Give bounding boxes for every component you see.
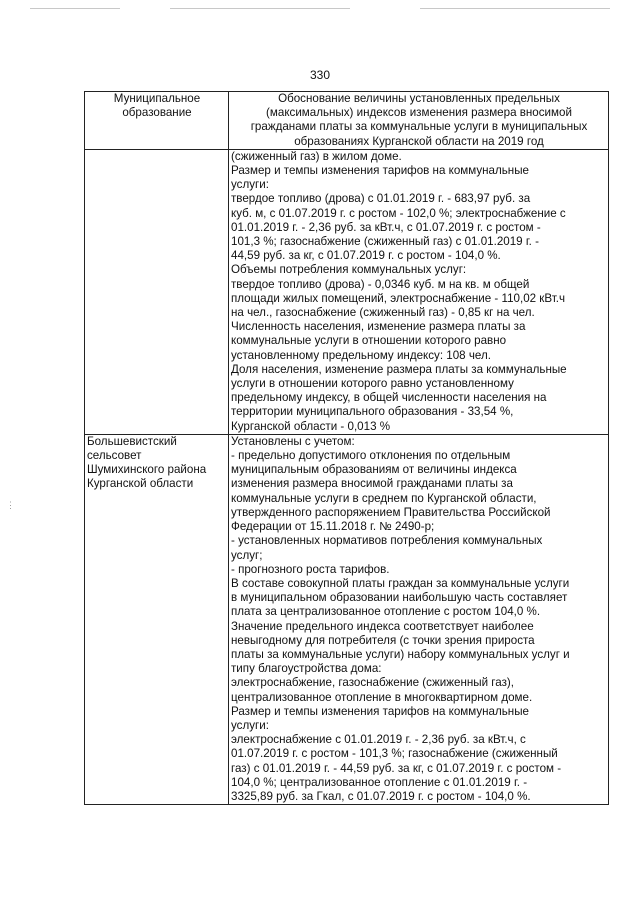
- text-line: платы за коммунальные услуги) набору коммунальных услуг и: [231, 647, 570, 661]
- text-line: коммунальные услуги в среднем по Курганской области,: [231, 491, 537, 505]
- text-line: куб. м, с 01.07.2019 г. с ростом - 102,0 %; электроснабжение с: [231, 206, 566, 220]
- text-line: Установлены с учетом:: [231, 434, 355, 448]
- text-line: газ) с 01.01.2019 г. - 44,59 руб. за кг, с 01.07.2019 г. с ростом -: [231, 761, 562, 775]
- scan-artifact: [30, 8, 120, 9]
- text-line: электроснабжение с 01.01.2019 г. - 2,36 руб. за кВт.ч, с: [231, 733, 526, 747]
- tariff-justification-table: [84, 91, 609, 805]
- text-line: Численность населения, изменение размера платы за: [231, 320, 526, 334]
- justification-text: [231, 150, 607, 434]
- scan-mark: ⋮: [6, 500, 15, 510]
- header-justification-text: [231, 92, 607, 149]
- text-line: площади жилых помещений, электроснабжение - 110,02 кВт.ч: [231, 291, 566, 305]
- municipality-text: [87, 435, 227, 492]
- text-line: - прогнозного роста тарифов.: [231, 562, 390, 576]
- text-line: 3325,89 руб. за Гкал, с 01.07.2019 г. с ростом - 104,0 %.: [231, 789, 531, 803]
- text-line: услуги в отношении которого равно установленному: [231, 377, 514, 391]
- text-line: - установленных нормативов потребления коммунальных: [231, 534, 543, 548]
- text-line: образованиях Курганской области на 2019 год: [294, 134, 544, 148]
- text-line: сельсовет: [87, 449, 142, 463]
- text-line: Курганской области: [87, 477, 194, 491]
- table-row: [85, 149, 609, 434]
- text-line: коммунальные услуги в отношении которого равно: [231, 334, 507, 348]
- text-line: централизованное отопление в многоквартирном доме.: [231, 690, 533, 704]
- text-line: типу благоустройства дома:: [231, 662, 382, 676]
- text-line: территории муниципального образования - 33,54 %,: [231, 405, 514, 419]
- text-line: электроснабжение, газоснабжение (сжиженный газ),: [231, 676, 514, 690]
- text-line: твердое топливо (дрова) с 01.01.2019 г. - 683,97 руб. за: [231, 192, 531, 206]
- header-row: [85, 92, 609, 150]
- header-municipality: [85, 92, 229, 150]
- text-line: муниципальным образованиям от величины индекса: [231, 463, 517, 477]
- text-line: Большевистский: [87, 434, 177, 448]
- text-line: Размер и темпы изменения тарифов на коммунальные: [231, 164, 529, 178]
- text-line: (максимальных) индексов изменения размера вносимой: [266, 106, 572, 120]
- text-line: Доля населения, изменение размера платы за коммунальные: [231, 362, 567, 376]
- scan-artifact: [170, 8, 350, 9]
- text-line: В составе совокупной платы граждан за коммунальные услуги: [231, 576, 570, 590]
- municipality-cell: [85, 434, 229, 804]
- scan-artifact: [420, 8, 610, 9]
- text-line: плата за централизованное отопление с ростом 104,0 %.: [231, 605, 541, 619]
- text-line: услуги:: [231, 718, 269, 732]
- header-justification: [229, 92, 609, 150]
- text-line: Объемы потребления коммунальных услуг:: [231, 263, 467, 277]
- text-line: Федерации от 15.11.2018 г. № 2490-р;: [231, 520, 435, 534]
- text-line: 44,59 руб. за кг, с 01.07.2019 г. с ростом - 104,0 %.: [231, 249, 501, 263]
- text-line: на чел., газоснабжение (сжиженный газ) - 0,85 кг на чел.: [231, 306, 535, 320]
- text-line: установленному предельному индексу: 108 чел.: [231, 348, 491, 362]
- text-line: в муниципальном образовании наибольшую часть составляет: [231, 591, 568, 605]
- text-line: гражданами платы за коммунальные услуги в муниципальных: [250, 120, 588, 134]
- text-line: твердое топливо (дрова) - 0,0346 куб. м на кв. м общей: [231, 277, 530, 291]
- text-line: 104,0 %; централизованное отопление с 01.01.2019 г. -: [231, 775, 528, 789]
- justification-text: [231, 435, 607, 804]
- municipality-cell: [85, 149, 229, 434]
- text-line: Шумихинского района: [87, 463, 207, 477]
- text-line: (сжиженный газ) в жилом доме.: [231, 149, 402, 163]
- text-line: изменения размера вносимой гражданами платы за: [231, 477, 513, 491]
- text-line: 01.07.2019 г. с ростом - 101,3 %; газоснабжение (сжиженный: [231, 747, 558, 761]
- text-line: - предельно допустимого отклонения по отдельным: [231, 449, 511, 463]
- text-line: Обоснование величины установленных предельных: [278, 92, 560, 105]
- text-line: 01.01.2019 г. - 2,36 руб. за кВт.ч, с 01.07.2019 г. с ростом -: [231, 220, 541, 234]
- text-line: невыгодному для потребителя (с точки зрения прироста: [231, 633, 535, 647]
- page-number: 330: [309, 68, 331, 82]
- table-row: [85, 434, 609, 804]
- text-line: образование: [122, 106, 192, 120]
- text-line: Курганской области - 0,013 %: [231, 419, 391, 433]
- justification-cell: [229, 434, 609, 804]
- header-municipality-text: [87, 92, 227, 120]
- justification-cell: [229, 149, 609, 434]
- text-line: 101,3 %; газоснабжение (сжиженный газ) с 01.01.2019 г. -: [231, 235, 539, 249]
- text-line: Значение предельного индекса соответствует наиболее: [231, 619, 534, 633]
- text-line: Размер и темпы изменения тарифов на коммунальные: [231, 704, 529, 718]
- text-line: утвержденного распоряжением Правительства Российской: [231, 505, 551, 519]
- text-line: услуги:: [231, 178, 269, 192]
- text-line: Муниципальное: [113, 92, 201, 105]
- text-line: предельному индексу, в общей численности населения на: [231, 391, 547, 405]
- text-line: услуг;: [231, 548, 263, 562]
